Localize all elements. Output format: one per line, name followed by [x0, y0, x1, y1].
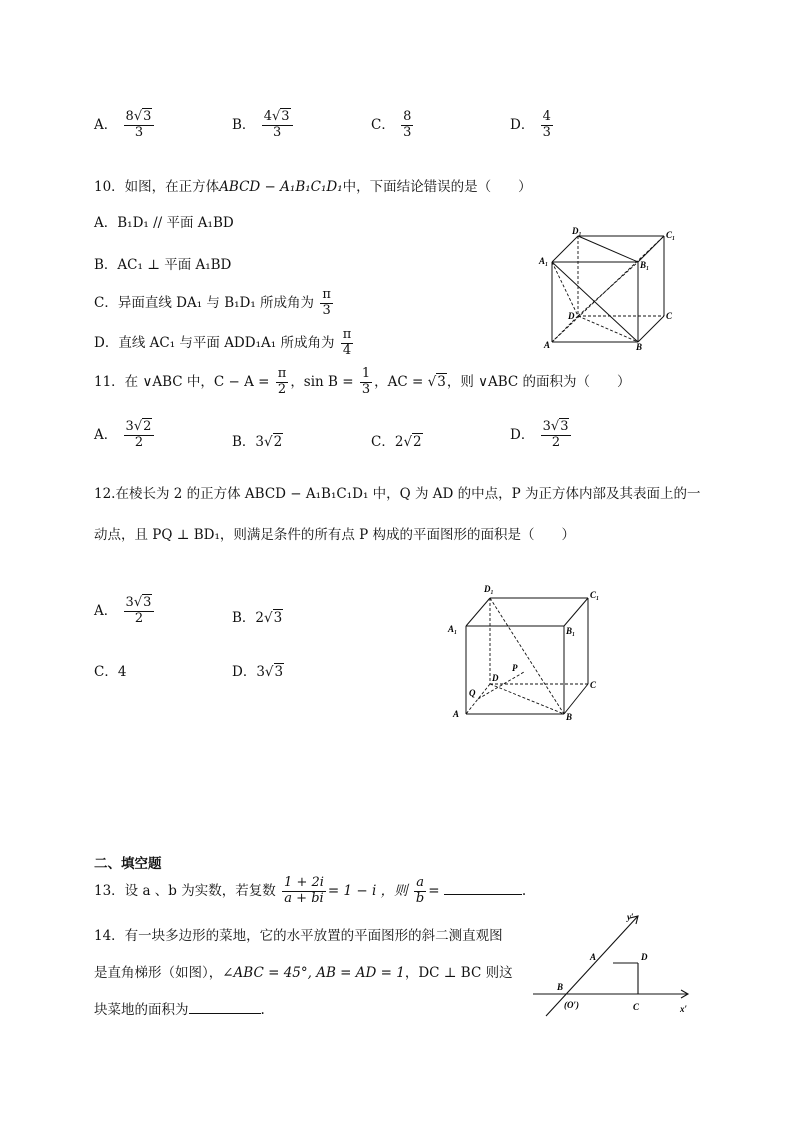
q11-option-a: A． $\frac{3√2}{2}$ — [94, 420, 156, 451]
fig12-label-a1: A₁ — [448, 624, 458, 634]
q10-option-b: B．AC₁ ⊥ 平面 A₁BD — [94, 257, 232, 273]
fig12-label-d1: D₁ — [484, 584, 494, 594]
fig14-label-x: x′ — [680, 1004, 688, 1014]
q12-cube-figure — [444, 578, 614, 723]
q13-stem: 13．设 a 、b 为实数，若复数 $\frac{1 + 2i}{a + bi}$ = 1 − i ，则 $\frac{a}{b}$ = . — [94, 875, 527, 906]
q10-option-c: C．异面直线 DA₁ 与 B₁D₁ 所成角为 $\frac{\pi}{3}$ — [94, 287, 331, 318]
fig14-label-o: (O′) — [564, 1000, 580, 1010]
fig12-label-a: A — [453, 709, 460, 719]
q12-option-c: C．4 — [94, 664, 127, 680]
q10-cube-figure — [538, 226, 683, 351]
q14-trapezoid-figure — [528, 908, 698, 1018]
q9-option-a: A． $\frac{8√3}{3}$ — [94, 110, 156, 141]
q12-option-d: D．3√3 — [232, 664, 284, 680]
fig14-label-d: D — [641, 952, 648, 962]
section-heading-fill-in: 二、填空题 — [94, 856, 162, 872]
fig10-label-a: A — [544, 340, 551, 350]
q10-option-d: D．直线 AC₁ 与平面 ADD₁A₁ 所成角为 $\frac{\pi}{4}$ — [94, 327, 352, 358]
fig14-label-c: C — [633, 1002, 640, 1012]
q9-option-b: B． $\frac{4√3}{3}$ — [232, 110, 295, 141]
q12-option-b: B．2√3 — [232, 610, 283, 626]
fig14-label-b: B — [557, 982, 564, 992]
q9-option-d: D． $\frac{4}{3}$ — [510, 109, 551, 140]
fig10-label-b1: B₁ — [640, 260, 650, 270]
q9-option-c: C． $\frac{8}{3}$ — [371, 109, 412, 140]
fig10-label-d1: D₁ — [572, 226, 582, 236]
q10-stem: 10．如图，在正方体ABCD − A₁B₁C₁D₁中，下面结论错误的是（ ） — [94, 179, 532, 195]
q11-stem: 11．在 ∨ABC 中，C − A = $\frac{\pi}{2}$ ，sin B = $\frac{1}{3}$ ，AC = √3，则 ∨ABC 的面积为（ ） — [94, 366, 631, 397]
fig10-label-b: B — [636, 342, 643, 352]
q14-stem-line1: 14．有一块多边形的菜地，它的水平放置的平面图形的斜二测直观图 — [94, 928, 503, 944]
q14-stem-line2: 是直角梯形（如图），∠ABC = 45°, AB = AD = 1，DC ⊥ BC 则这 — [94, 965, 513, 981]
fig12-label-b1: B₁ — [566, 626, 576, 636]
fig12-label-d: D — [492, 673, 499, 683]
q14-answer-blank[interactable] — [189, 1013, 261, 1014]
q13-answer-blank[interactable] — [444, 894, 522, 895]
fig10-label-a1: A₁ — [539, 256, 549, 266]
fig12-label-q: Q — [469, 688, 476, 698]
fig10-label-c: C — [666, 311, 673, 321]
fig12-label-c1: C₁ — [590, 590, 600, 600]
fig12-label-c: C — [590, 680, 597, 690]
fig10-label-c1: C₁ — [666, 230, 676, 240]
q11-option-b: B．3√2 — [232, 434, 283, 450]
fig12-label-p: P — [512, 663, 518, 673]
fig12-label-b: B — [566, 712, 573, 722]
q12-stem-line2: 动点，且 PQ ⊥ BD₁，则满足条件的所有点 P 构成的平面图形的面积是（ ） — [94, 527, 576, 543]
q11-option-d: D． $\frac{3√3}{2}$ — [510, 420, 573, 451]
q11-option-c: C．2√2 — [371, 434, 422, 450]
fig10-label-d: D — [568, 311, 575, 321]
q12-option-a: A． $\frac{3√3}{2}$ — [94, 596, 156, 627]
q12-stem-line1: 12.在棱长为 2 的正方体 ABCD − A₁B₁C₁D₁ 中，Q 为 AD 的中点，P 为正方体内部及其表面上的一 — [94, 486, 701, 502]
fig14-label-a: A — [590, 952, 597, 962]
q10-option-a: A．B₁D₁ // 平面 A₁BD — [94, 215, 234, 231]
q14-stem-line3: 块菜地的面积为 . — [94, 1002, 265, 1018]
fig14-label-y: y′ — [627, 912, 634, 922]
